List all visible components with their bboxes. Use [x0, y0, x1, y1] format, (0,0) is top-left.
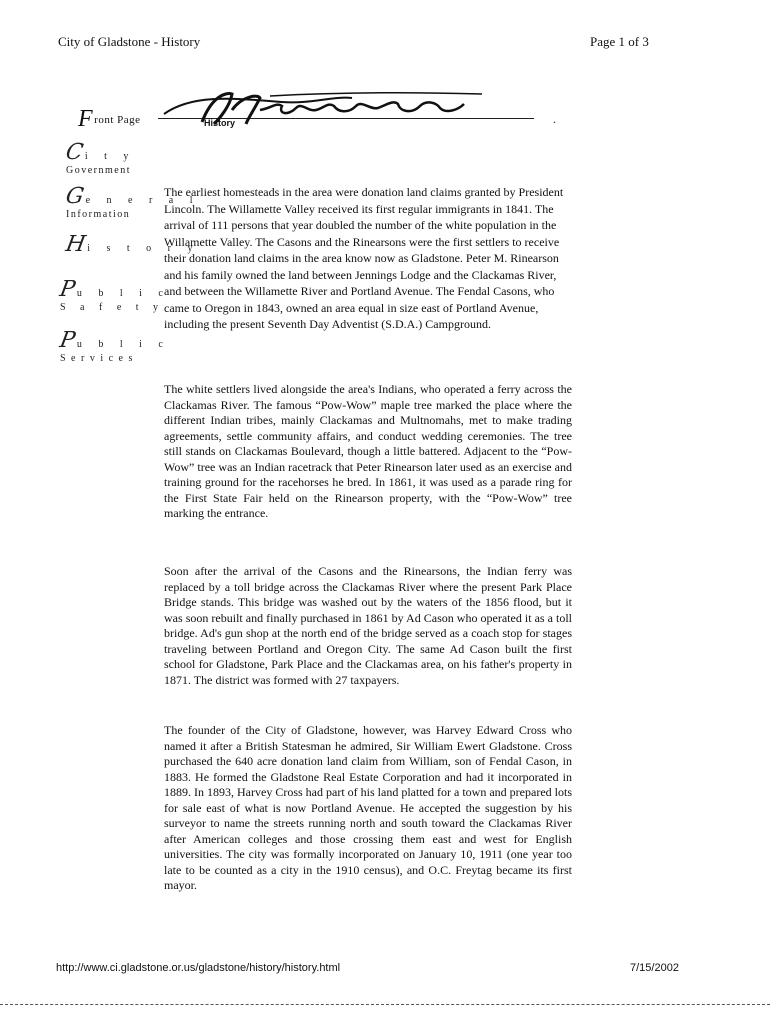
history-banner-label: History	[204, 118, 236, 128]
nav-services-label: u b l i c	[76, 339, 170, 350]
bottom-divider	[0, 1004, 770, 1005]
nav-city-government[interactable]	[63, 140, 136, 176]
body-paragraph: Soon after the arrival of the Casons and the Rinearsons, the Indian ferry was replaced by a toll bridge across the Clackamas River where the present Park Place Bridge stands. This bridge was washed out by the waters of the 1856 flood, but it was soon rebuilt and finally purchased in 1861 by Ad Cason who operated it as a toll bridge. Ad's gun shop at the north end of the bridge served as a coach stop for stages traveling between Portland and Oregon City. The same Ad Cason built the first school for Gladstone, Park Place and the Clackamas area, on his father's property in 1871. The district was formed with 27 taxpayers.	[164, 564, 572, 687]
nav-general-label: e n e r a l	[85, 195, 200, 206]
nav-services-sublabel: S e r v i c e s	[60, 353, 134, 364]
nav-front-page-label[interactable]: Front Page	[78, 106, 141, 132]
nav-services-initial: P	[57, 328, 78, 353]
page-url: http://www.ci.gladstone.or.us/gladstone/history/history.html	[56, 962, 341, 974]
nav-general-sublabel: Information	[66, 209, 131, 220]
body-paragraph: The founder of the City of Gladstone, however, was Harvey Edward Cross who named it after a British Statesman he admired, Sir William Ewert Gladstone. Cross purchased the 640 acre donation land claim from William, son of Fendal Cason, in 1883. He formed the Gladstone Real Estate Corporation and had it incorporated in 1889. In 1893, Harvey Cross had part of his land platted for a town and prepared lots for sale east of what is now Portland Avenue. He accepted the suggestion by his surveyor to name the streets running north and south toward the Clackamas River after American colleges and those crossing them east and west for English universities. The city was formally incorporated on January 10, 1911 (one year too late to be counted as a city in the 1910 census), and O.C. Freytag became its first mayor.	[164, 723, 572, 892]
nav-general-initial: G	[63, 184, 86, 209]
nav-safety-label: u b l i c	[76, 288, 170, 299]
nav-public-services[interactable]	[57, 328, 170, 364]
body-paragraph: The white settlers lived alongside the area's Indians, who operated a ferry across the Clackamas River. The famous “Pow-Wow” maple tree marked the place where the different Indian tribes, mainly Clackamas and Multnomahs, met to make trading agreements, settle community affairs, and conduct wedding ceremonies. The tree still stands on Clackamas Boulevard, though a little battered. Adjacent to the “Pow-Wow” tree was an Indian racetrack that Peter Rinearson later used as an exercise and training ground for the racehorses he bred. In 1861, it was used as a parade ring for the First State Fair held on the Rinearson property, with the “Pow-Wow” tree marking the entrance.	[164, 382, 572, 520]
nav-front-page[interactable]	[66, 88, 556, 134]
nav-city-initial: C	[63, 140, 86, 165]
print-date: 7/15/2002	[630, 962, 679, 974]
nav-safety-sublabel: S a f e t y	[60, 302, 165, 313]
nav-city-label: i t y	[84, 151, 136, 162]
nav-history-label: i s t o r y	[87, 243, 200, 254]
nav-safety-initial: P	[57, 277, 78, 302]
site-title: City of Gladstone - History	[58, 34, 201, 49]
intro-paragraph: The earliest homesteads in the area were donation land claims granted by President Lincoln. The Willamette Valley received its first regular immigrants in 1841. The arrival of 111 persons that year doubled the number of the white population in the Willamette Valley. The Casons and the Rinearsons were the first settlers to receive their donation land claims in the area know now as Gladstone. Peter M. Rinearson and his family owned the land between Jennings Lodge and the Clackamas River, and between the Willamette River and Portland Avenue. The Fendal Casons, who came to Oregon in 1843, owned an area equal in size east of Portland Avenue, including the present Seventh Day Adventist (S.D.A.) Campground.	[164, 185, 564, 331]
nav-history-initial: H	[63, 232, 88, 257]
nav-public-safety[interactable]	[57, 277, 170, 313]
nav-rule-tail: .	[553, 112, 556, 126]
nav-city-sublabel: Government	[66, 165, 131, 176]
page-indicator: Page 1 of 3	[590, 34, 649, 49]
